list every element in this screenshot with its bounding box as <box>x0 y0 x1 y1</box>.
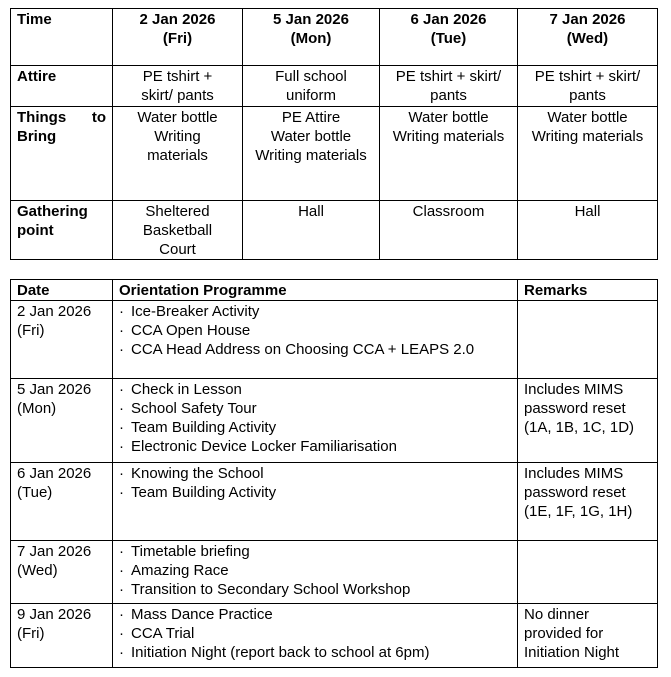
programme-item <box>119 418 511 437</box>
date-line: 7 Jan 2026 <box>17 543 92 560</box>
item-text: Initiation Night (report back to school at 6pm) <box>131 644 430 661</box>
attire-row <box>11 66 658 107</box>
remarks-cell <box>518 301 658 379</box>
programme-item <box>119 321 511 340</box>
attire-cell <box>518 66 658 107</box>
item-text: Electronic Device Locker Familiarisation <box>131 438 397 455</box>
cell-line: skirt/ pants <box>141 87 214 104</box>
bullet-icon: · <box>119 465 124 482</box>
programme-cell <box>113 541 518 604</box>
things-cell <box>243 107 380 201</box>
bullet-icon: · <box>119 303 124 320</box>
bullet-icon: · <box>119 419 124 436</box>
item-text: Mass Dance Practice <box>131 606 273 623</box>
programme-cell <box>113 379 518 463</box>
gathering-cell <box>380 201 518 260</box>
programme-header-row <box>11 280 658 301</box>
attire-cell <box>380 66 518 107</box>
programme-item <box>119 542 511 561</box>
cell-line: Sheltered <box>145 203 210 220</box>
gathering-point-label <box>11 201 113 260</box>
remarks-line: provided for <box>524 625 604 642</box>
programme-table <box>10 279 658 668</box>
cell-line: Writing materials <box>531 128 644 145</box>
remarks-line: (1A, 1B, 1C, 1D) <box>524 419 635 436</box>
remarks-line: No dinner <box>524 606 590 623</box>
item-text: Transition to Secondary School Workshop <box>131 581 411 598</box>
cell-line: materials <box>147 147 208 164</box>
date-cell <box>11 463 113 541</box>
programme-cell <box>113 604 518 668</box>
date-line: (Tue) <box>17 484 53 501</box>
item-text: Amazing Race <box>131 562 229 579</box>
gathering-cell <box>518 201 658 260</box>
date-line: (Wed) <box>17 562 58 579</box>
header-remarks: Remarks <box>518 280 658 301</box>
label-word: to <box>91 109 106 126</box>
bullet-icon: · <box>119 543 124 560</box>
item-text: Timetable briefing <box>131 543 250 560</box>
header-day-4 <box>518 9 658 66</box>
header-date: Date <box>11 280 113 301</box>
programme-row <box>11 604 658 668</box>
cell-line: Full school <box>275 68 347 85</box>
bullet-icon: · <box>119 438 124 455</box>
programme-row <box>11 463 658 541</box>
programme-row <box>11 379 658 463</box>
cell-line: Water bottle <box>408 109 489 126</box>
programme-item <box>119 561 511 580</box>
header-day-1 <box>113 9 243 66</box>
remarks-cell <box>518 604 658 668</box>
programme-item <box>119 437 511 456</box>
gathering-point-row <box>11 201 658 260</box>
remarks-line: Initiation Night <box>524 644 620 661</box>
bullet-icon: · <box>119 484 124 501</box>
programme-item <box>119 340 511 359</box>
things-cell <box>113 107 243 201</box>
things-cell <box>518 107 658 201</box>
date-cell <box>11 379 113 463</box>
header-date: 5 Jan 2026 <box>273 11 349 28</box>
header-weekday: (Tue) <box>430 30 467 47</box>
item-text: Team Building Activity <box>131 484 277 501</box>
programme-item <box>119 302 511 321</box>
programme-row <box>11 301 658 379</box>
header-date: 6 Jan 2026 <box>410 11 487 28</box>
cell-line: uniform <box>285 87 337 104</box>
remarks-line: password reset <box>524 400 626 417</box>
bullet-icon: · <box>119 625 124 642</box>
cell-line: Water bottle <box>137 109 218 126</box>
date-line: 6 Jan 2026 <box>17 465 92 482</box>
header-day-2 <box>243 9 380 66</box>
programme-cell <box>113 301 518 379</box>
remarks-cell <box>518 463 658 541</box>
header-programme: Orientation Programme <box>113 280 518 301</box>
label-word: point <box>17 222 54 239</box>
programme-item <box>119 605 511 624</box>
remarks-line: (1E, 1F, 1G, 1H) <box>524 503 633 520</box>
date-cell <box>11 301 113 379</box>
cell-line: PE tshirt + <box>142 68 213 85</box>
cell-line: Court <box>159 241 196 258</box>
programme-item <box>119 483 511 502</box>
bullet-icon: · <box>119 341 124 358</box>
cell-line: Water bottle <box>547 109 628 126</box>
remarks-line: password reset <box>524 484 626 501</box>
item-text: Knowing the School <box>131 465 264 482</box>
programme-item <box>119 380 511 399</box>
cell-line: pants <box>430 87 467 104</box>
header-weekday: (Wed) <box>566 30 609 47</box>
things-to-bring-row <box>11 107 658 201</box>
cell-line: Writing materials <box>392 128 505 145</box>
cell-line: Hall <box>298 203 324 220</box>
gathering-cell <box>113 201 243 260</box>
item-text: Check in Lesson <box>131 381 242 398</box>
remarks-line: Includes MIMS <box>524 381 624 398</box>
date-line: (Fri) <box>17 625 45 642</box>
date-line: (Fri) <box>17 322 45 339</box>
header-time <box>11 9 113 66</box>
item-text: Ice-Breaker Activity <box>131 303 260 320</box>
schedule-header-row <box>11 9 658 66</box>
header-date: 7 Jan 2026 <box>549 11 626 28</box>
programme-cell <box>113 463 518 541</box>
label-word: Gathering <box>17 203 88 220</box>
remarks-line: Includes MIMS <box>524 465 624 482</box>
label-word: Things <box>17 109 67 126</box>
cell-line: pants <box>569 87 606 104</box>
cell-line: PE Attire <box>281 109 341 126</box>
things-cell <box>380 107 518 201</box>
bullet-icon: · <box>119 381 124 398</box>
item-text: CCA Open House <box>131 322 251 339</box>
attire-cell <box>243 66 380 107</box>
bullet-icon: · <box>119 562 124 579</box>
remarks-cell <box>518 379 658 463</box>
bullet-icon: · <box>119 322 124 339</box>
gathering-cell <box>243 201 380 260</box>
bullet-icon: · <box>119 400 124 417</box>
attire-label: Attire <box>11 66 113 107</box>
cell-line: Writing <box>154 128 201 145</box>
remarks-cell <box>518 541 658 604</box>
date-line: 2 Jan 2026 <box>17 303 92 320</box>
programme-item <box>119 624 511 643</box>
programme-row <box>11 541 658 604</box>
cell-line: Classroom <box>412 203 485 220</box>
bullet-icon: · <box>119 644 124 661</box>
programme-item <box>119 580 511 599</box>
attire-cell <box>113 66 243 107</box>
item-text: CCA Head Address on Choosing CCA + LEAPS 2.0 <box>131 341 475 358</box>
date-cell <box>11 541 113 604</box>
cell-line: PE tshirt + skirt/ <box>395 68 502 85</box>
header-weekday: (Fri) <box>162 30 193 47</box>
programme-item <box>119 464 511 483</box>
header-day-3 <box>380 9 518 66</box>
header-text: Time <box>17 11 52 28</box>
item-text: CCA Trial <box>131 625 195 642</box>
cell-line: Writing materials <box>255 147 367 164</box>
cell-line: PE tshirt + skirt/ <box>534 68 641 85</box>
date-line: (Mon) <box>17 400 57 417</box>
item-text: Team Building Activity <box>131 419 277 436</box>
date-cell <box>11 604 113 668</box>
header-date: 2 Jan 2026 <box>139 11 216 28</box>
bullet-icon: · <box>119 606 124 623</box>
schedule-table <box>10 8 658 260</box>
things-to-bring-label <box>11 107 113 201</box>
label-word: Bring <box>17 128 57 145</box>
programme-item <box>119 643 511 662</box>
cell-line: Water bottle <box>270 128 352 145</box>
date-line: 9 Jan 2026 <box>17 606 92 623</box>
programme-item <box>119 399 511 418</box>
item-text: School Safety Tour <box>131 400 257 417</box>
cell-line: Hall <box>574 203 601 220</box>
date-line: 5 Jan 2026 <box>17 381 92 398</box>
bullet-icon: · <box>119 581 124 598</box>
cell-line: Basketball <box>142 222 213 239</box>
header-weekday: (Mon) <box>290 30 332 47</box>
